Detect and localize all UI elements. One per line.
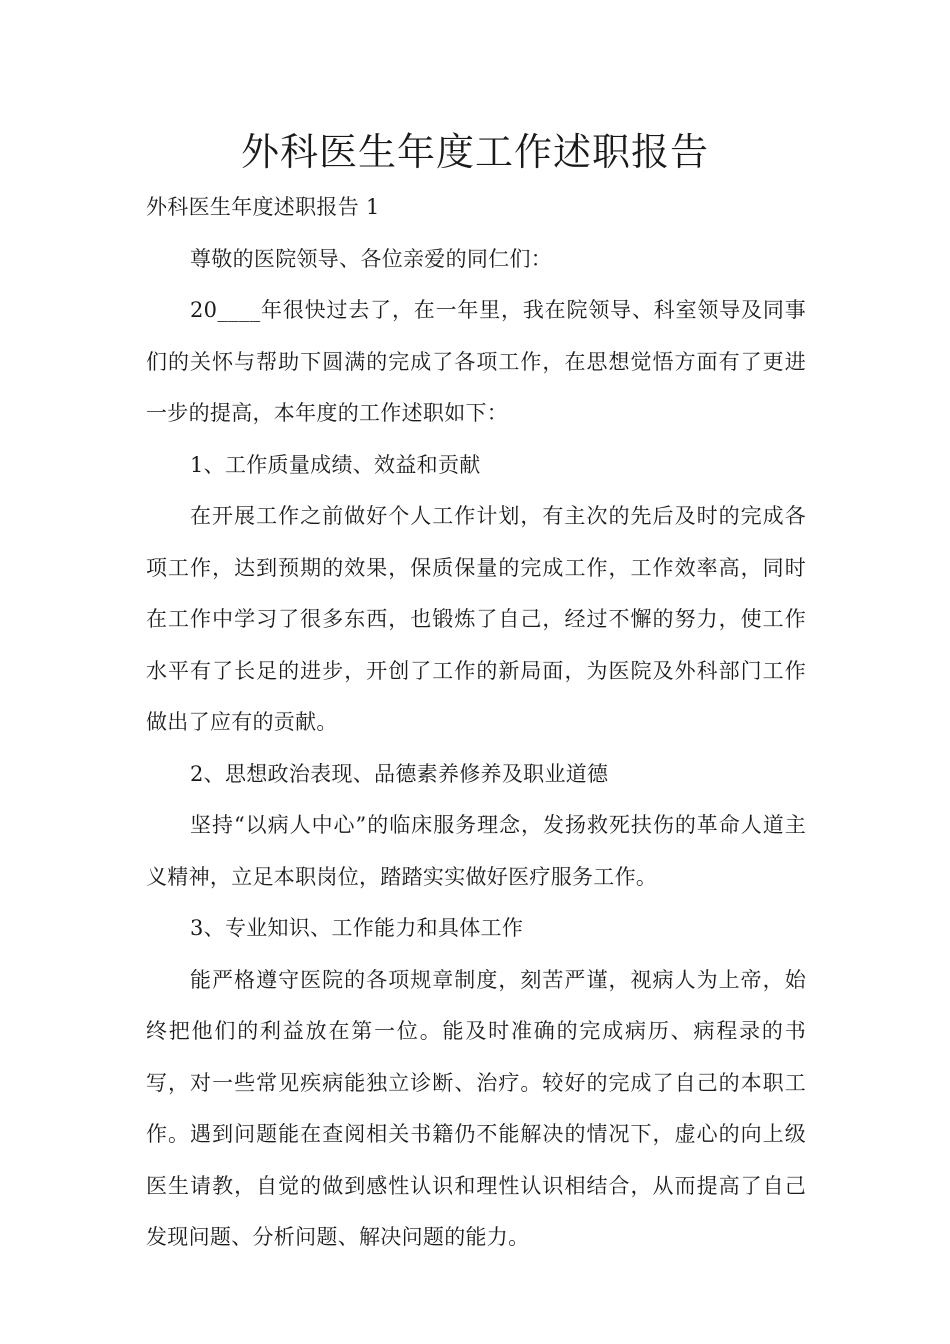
section-heading-1: 1、工作质量成绩、效益和贡献 <box>190 452 481 477</box>
intro-paragraph: 20____年很快过去了，在一年里，我在院领导、科室领导及同事们的关怀与帮助下圆满的完成了各项工作，在思想觉悟方面有了更进一步的提高，本年度的工作述职如下： <box>146 298 806 425</box>
section-heading-3: 3、专业知识、工作能力和具体工作 <box>190 916 524 940</box>
document-body <box>146 182 806 1264</box>
section-paragraph-3: 能严格遵守医院的各项规章制度，刻苦严谨，视病人为上帝，始终把他们的利益放在第一位。能及时准确的完成病历、病程录的书写，对一些常见疾病能独立诊断、治疗。较好的完成了自己的本职工作。遇到问题能在查阅相关书籍仍不能解决的情况下，虚心的向上级医生请教，自觉的做到感性认识和理性认识相结合，从而提高了自己发现问题、分析问题、解决问题的能力。 <box>146 967 806 1249</box>
section-paragraph-2: 坚持“以病人中心”的临床服务理念，发扬救死扶伤的革命人道主义精神，立足本职岗位，踏踏实实做好医疗服务工作。 <box>146 813 806 889</box>
salutation: 尊敬的医院领导、各位亲爱的同仁们： <box>190 246 553 271</box>
section-heading-2: 2、思想政治表现、品德素养修养及职业道德 <box>190 761 609 786</box>
report-subtitle: 外科医生年度述职报告 1 <box>146 195 380 219</box>
section-paragraph-1: 在开展工作之前做好个人工作计划，有主次的先后及时的完成各项工作，达到预期的效果，保质保量的完成工作，工作效率高，同时在工作中学习了很多东西，也锻炼了自己，经过不懈的努力，使工作水平有了长足的进步，开创了工作的新局面，为医院及外科部门工作做出了应有的贡献。 <box>146 504 806 734</box>
document-title: 外科医生年度工作述职报告 <box>240 130 709 174</box>
